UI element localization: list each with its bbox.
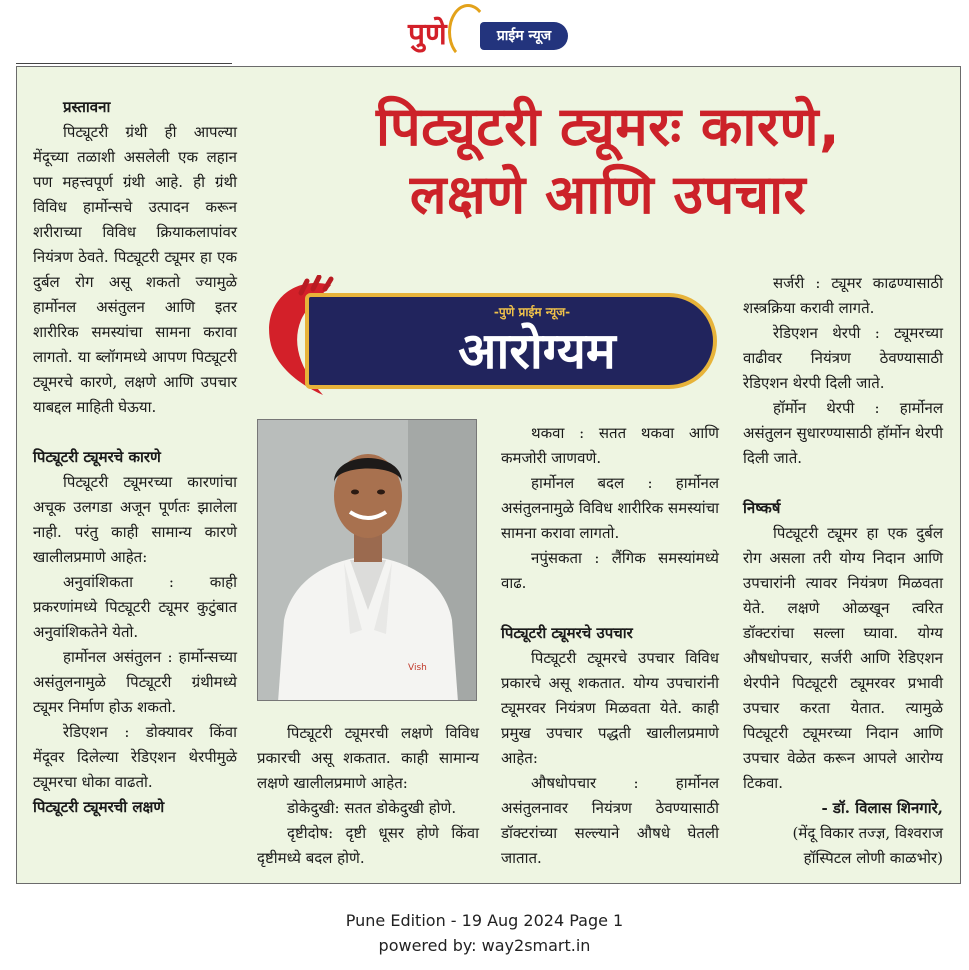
- author-title: (मेंदू विकार तज्ज्ञ, विश्वराज हॉस्पिटल लोणी काळभोर): [792, 824, 943, 867]
- treatment-item: हॉर्मोन थेरपी : हार्मोनल असंतुलन सुधारण्यासाठी हॉर्मोन थेरपी दिली जाते.: [743, 399, 943, 467]
- logo-main-text: पुणे: [408, 17, 447, 52]
- symptom-item: नपुंसकता : लैंगिक समस्यांमध्ये वाढ.: [501, 549, 719, 592]
- symptom-item: थकवा : सतत थकवा आणि कमजोरी जाणवणे.: [501, 424, 719, 467]
- doctor-photo: [257, 419, 477, 701]
- article-column-4: [743, 271, 943, 871]
- intro-heading: प्रस्तावना: [63, 98, 111, 116]
- cause-item: अनुवांशिकता : काही प्रकरणांमध्ये पिट्यूटरी ट्यूमर कुटुंबात अनुवांशिकतेने येतो.: [33, 573, 237, 641]
- banner-title: आरोग्यम: [458, 322, 616, 380]
- treatment-item: औषधोपचार : हार्मोनल असंतुलनावर नियंत्रण ठेवण्यासाठी डॉक्टरांच्या सल्ल्याने औषधे घेतली जातात.: [501, 774, 719, 867]
- pune-prime-news-logo[interactable]: [408, 4, 564, 60]
- treatment-paragraph: पिट्यूटरी ट्यूमरचे उपचार विविध प्रकारचे असू शकतात. योग्य उपचारांनी ट्यूमरवर नियंत्रण मिळवता येते. काही प्रमुख उपचार पद्धती खालीलप्रमाणे आहेत:: [501, 649, 719, 767]
- page-footer: [0, 908, 969, 958]
- masthead: [0, 0, 969, 64]
- treatment-heading: पिट्यूटरी ट्यूमरचे उपचार: [501, 624, 633, 642]
- cause-item: हार्मोनल असंतुलन : हार्मोन्सच्या असंतुलनामुळे पिट्यूटरी ग्रंथीमध्ये ट्यूमर निर्माण होऊ शकतो.: [33, 648, 237, 716]
- powered-by-link[interactable]: powered by: way2smart.in: [378, 936, 591, 955]
- conclusion-heading: निष्कर्ष: [743, 499, 781, 517]
- headline-line-2: लक्षणे आणि उपचार: [409, 163, 807, 226]
- section-banner: [261, 275, 725, 405]
- article-column-1: [33, 95, 237, 820]
- coat-logo-text: Vish: [408, 663, 427, 673]
- symptom-item: डोकेदुखी: सतत डोकेदुखी होणे.: [287, 799, 457, 817]
- symptom-item: हार्मोनल बदल : हार्मोनल असंतुलनामुळे विविध शारीरिक समस्यांचा सामना करावा लागतो.: [501, 474, 719, 542]
- newspaper-clipping: [16, 66, 961, 884]
- treatment-item: रेडिएशन थेरपी : ट्यूमरच्या वाढीवर नियंत्रण ठेवण्यासाठी रेडिएशन थेरपी दिली जाते.: [743, 324, 943, 392]
- article-column-2: [257, 721, 479, 871]
- conclusion-paragraph: पिट्यूटरी ट्यूमर हा एक दुर्बल रोग असला तरी योग्य निदान आणि उपचारांनी त्यावर नियंत्रण मिळवता येते. लक्षणे ओळखून त्वरित डॉक्टरांचा सल्ला घ्यावा. योग्य औषधोपचार, सर्जरी आणि रेडिएशन थेरपीने पिट्यूटरी ट्यूमरवर प्रभावी उपचार करता येतात. त्यामुळे पिट्यूटरी ट्यूमरच्या निदान आणि उपचार वेळेत करून आपले आरोग्य टिकवा.: [743, 524, 943, 792]
- edition-info: Pune Edition - 19 Aug 2024 Page 1: [345, 911, 624, 930]
- treatment-item: सर्जरी : ट्यूमर काढण्यासाठी शस्त्रक्रिया करावी लागते.: [743, 274, 943, 317]
- article-column-3: [501, 421, 719, 871]
- headline-line-1: पिट्यूटरी ट्यूमरः कारणे,: [375, 95, 841, 158]
- author-byline: - डॉ. विलास शिनगारे,: [821, 799, 943, 817]
- header-divider: [16, 63, 232, 64]
- symptoms-intro: पिट्यूटरी ट्यूमरची लक्षणे विविध प्रकारची असू शकतात. काही सामान्य लक्षणे खालीलप्रमाणे आहेत:: [257, 724, 479, 792]
- intro-paragraph: पिट्यूटरी ग्रंथी ही आपल्या मेंदूच्या तळाशी असलेली एक लहान पण महत्त्वपूर्ण ग्रंथी आहे. ही ग्रंथी विविध हार्मोन्सचे उत्पादन करून शरीराच्या विविध क्रियाकलापांवर नियंत्रण ठेवते. पिट्यूटरी ट्यूमर हा एक दुर्बल रोग असू शकतो ज्यामुळे हार्मोनल असंतुलन आणि इतर शारीरिक समस्यांचा सामना करावा लागतो. या ब्लॉगमध्ये आपण पिट्यूटरी ट्यूमरचे कारणे, लक्षणे आणि उपचार याबद्दल माहिती घेऊया.: [33, 123, 237, 416]
- logo-sub-text: प्राईम न्यूज: [480, 22, 568, 50]
- symptoms-heading: पिट्यूटरी ट्यूमरची लक्षणे: [33, 798, 165, 816]
- causes-paragraph: पिट्यूटरी ट्यूमरच्या कारणांचा अचूक उलगडा अजून पूर्णतः झालेला नाही. परंतु काही सामान्य कारणे खालीलप्रमाणे आहेत:: [33, 473, 237, 566]
- symptom-item: दृष्टीदोष: दृष्टी धूसर होणे किंवा दृष्टीमध्ये बदल होणे.: [257, 824, 479, 867]
- causes-heading: पिट्यूटरी ट्यूमरचे कारणे: [33, 448, 161, 466]
- doctor-portrait-illustration: [258, 420, 477, 701]
- article-headline: [263, 93, 953, 229]
- cause-item: रेडिएशन : डोक्यावर किंवा मेंदूवर दिलेल्या रेडिएशन थेरपीमुळे ट्यूमरचा धोका वाढतो.: [33, 723, 237, 791]
- banner-label: -पुणे प्राईम न्यूज-: [493, 305, 571, 319]
